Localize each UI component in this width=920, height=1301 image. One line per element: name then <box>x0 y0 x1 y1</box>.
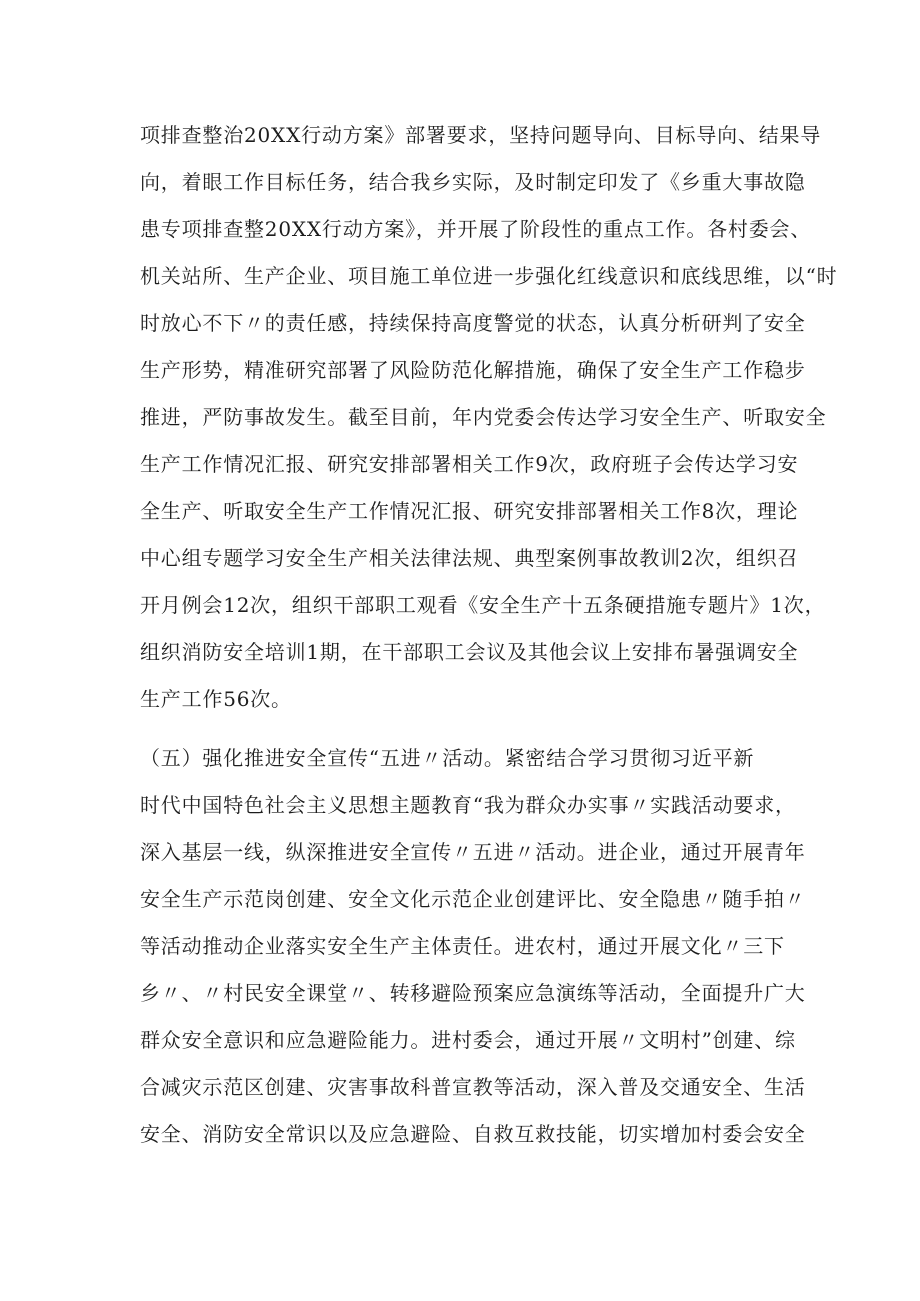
paragraph-2-line: 安全生产示范岗创建、安全文化示范企业创建评比、安全隐患〃随手拍〃 <box>140 887 806 911</box>
paragraph-2-line: （五）强化推进安全宣传“五进〃活动。紧密结合学习贯彻习近平新 <box>140 746 755 770</box>
paragraph-2-line: 群众安全意识和应急避险能力。进村委会，通过开展〃文明村”创建、综 <box>140 1028 796 1052</box>
paragraph-2-line: 等活动推动企业落实安全生产主体责任。进农村，通过开展文化〃三下 <box>140 934 785 958</box>
paragraph-1-line: 全生产、听取安全生产工作情况汇报、研究安排部署相关工作8次，理论 <box>140 499 799 523</box>
paragraph-1-line: 开月例会12次，组织干部职工观看《安全生产十五条硬措施专题片》1次， <box>140 593 826 617</box>
paragraph-2 <box>140 735 806 1158</box>
paragraph-1-line: 向，着眼工作目标任务，结合我乡实际，及时制定印发了《乡重大事故隐 <box>140 170 806 194</box>
paragraph-1-line: 生产工作情况汇报、研究安排部署相关工作9次，政府班子会传达学习安 <box>140 452 799 476</box>
paragraph-2-line: 乡〃、〃村民安全课堂〃、转移避险预案应急演练等活动，全面提升广大 <box>140 981 806 1005</box>
paragraph-2-line: 合减灾示范区创建、灾害事故科普宣教等活动，深入普及交通安全、生活 <box>140 1075 806 1099</box>
paragraph-2-line: 深入基层一线，纵深推进安全宣传〃五进〃活动。进企业，通过开展青年 <box>140 840 806 864</box>
paragraph-1-line: 组织消防安全培训1期，在干部职工会议及其他会议上安排布暑强调安全 <box>140 640 799 664</box>
paragraph-2-line: 安全、消防安全常识以及应急避险、自救互救技能，切实增加村委会安全 <box>140 1122 806 1146</box>
paragraph-1-line: 生产形势，精准研究部署了风险防范化解措施，确保了安全生产工作稳步 <box>140 358 806 382</box>
paragraph-1-line: 生产工作56次。 <box>140 687 292 711</box>
paragraph-2-line: 时代中国特色社会主义思想主题教育“我为群众办实事〃实践活动要求， <box>140 793 796 817</box>
paragraph-1-line: 推进，严防事故发生。截至目前，年内党委会传达学习安全生产、听取安全 <box>140 405 827 429</box>
paragraph-1-line: 患专项排查整20XX行动方案》，并开展了阶段性的重点工作。各村委会、 <box>140 217 812 241</box>
paragraph-1-line: 时放心不下〃的责任感，持续保持高度警觉的状态，认真分析研判了安全 <box>140 311 806 335</box>
paragraph-1-line: 机关站所、生产企业、项目施工单位进一步强化红线意识和底线思维，以“时 <box>140 264 838 288</box>
paragraph-1-line: 中心组专题学习安全生产相关法律法规、典型案例事故教训2次，组织召 <box>140 546 799 570</box>
paragraph-1-line: 项排查整治20XX行动方案》部署要求，坚持问题导向、目标导向、结果导 <box>140 123 822 147</box>
paragraph-1 <box>140 112 838 723</box>
